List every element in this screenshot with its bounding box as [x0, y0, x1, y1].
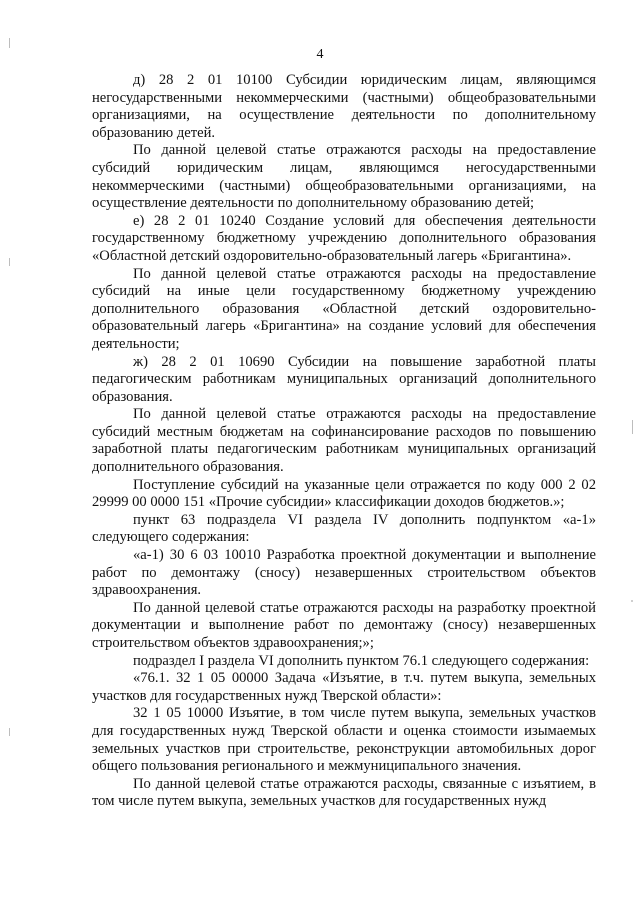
paragraph-subsection-zh: ж) 28 2 01 10690 Субсидии на повышение заработной платы педагогическим работникам муниципальных организаций дополнительного образования. [92, 353, 596, 405]
paragraph: По данной целевой статье отражаются расходы на разработку проектной документации и выполнение работ по демонтажу (сносу) незавершенных строительством объектов здравоохранения;»; [92, 599, 596, 651]
scan-margin-mark [9, 728, 10, 736]
paragraph: По данной целевой статье отражаются расходы, связанные с изъятием, в том числе путем выкупа, земельных участков для государственных нужд [92, 775, 596, 810]
page-number: 4 [316, 47, 324, 62]
scan-dot [631, 600, 633, 602]
paragraph-item-76-1: «76.1. 32 1 05 00000 Задача «Изъятие, в т.ч. путем выкупа, земельных участков для государственных нужд Тверской области»: [92, 670, 596, 704]
paragraph: По данной целевой статье отражаются расходы на предоставление субсидий на иные цели государственному бюджетному учреждению дополнительного образования «Областной детский оздоровительно-образовательный лагерь «Бригантина» на создание условий для обеспечения деятельности; [92, 265, 596, 352]
paragraph: По данной целевой статье отражаются расходы на предоставление субсидий местным бюджетам на софинансирование расходов по повышению заработной платы педагогическим работникам муниципальных организаций дополнительного образования. [92, 406, 596, 476]
paragraph: По данной целевой статье отражаются расходы на предоставление субсидий юридическим лицам, являющимся негосударственными некоммерческими (частными) общеобразовательными организациями, на осуществление деятельности по дополнительному образованию детей; [92, 142, 596, 212]
paragraph: Поступление субсидий на указанные цели отражается по коду 000 2 02 29999 00 0000 151 «Прочие субсидии» классификации доходов бюджетов.»; [92, 476, 596, 511]
paragraph-subsection-a1: «а-1) 30 6 03 10010 Разработка проектной документации и выполнение работ по демонтажу (сносу) незавершенных строительством объектов здравоохранения. [92, 547, 596, 599]
document-body [92, 72, 596, 811]
scan-margin-mark [632, 420, 633, 434]
paragraph-amendment: пункт 63 подраздела VI раздела IV дополнить подпунктом «а-1» следующего содержания: [92, 511, 596, 546]
paragraph-amendment: подраздел I раздела VI дополнить пунктом 76.1 следующего содержания: [133, 652, 590, 669]
paragraph: 32 1 05 10000 Изъятие, в том числе путем выкупа, земельных участков для государственных нужд Тверской области и оценка стоимости изымаемых земельных участков при строительстве, реконструкции автомобильных дорог общего пользования регионального и межмуниципального значения. [92, 705, 596, 775]
paragraph-subsection-e: е) 28 2 01 10240 Создание условий для обеспечения деятельности государственному бюджетному учреждению дополнительного образования «Областной детский оздоровительно-образовательный лагерь «Бригантина». [92, 212, 596, 264]
paragraph-subsection-d: д) 28 2 01 10100 Субсидии юридическим лицам, являющимся негосударственными некоммерческими (частными) общеобразовательными организациями, на осуществление деятельности по дополнительному образованию детей. [92, 72, 596, 141]
scan-margin-mark [9, 258, 10, 266]
